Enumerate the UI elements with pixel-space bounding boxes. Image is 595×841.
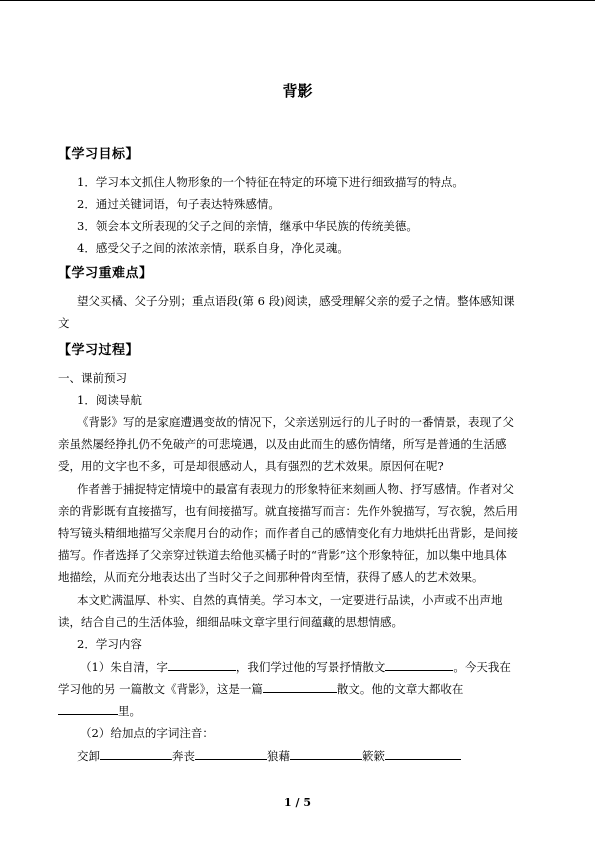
question-text: 里。 [118, 704, 141, 718]
subheading-pre-study: 一、课前预习 [58, 371, 127, 385]
paragraph-line: 受，用的文字也不多，可是却很感动人，具有强烈的艺术效果。原因何在呢? [58, 459, 444, 473]
paragraph-line: 描写。作者选择了父亲穿过铁道去给他买橘子时的“背影”这个形象特征，加以集中地具体 [58, 548, 507, 562]
question-text: 学习他的另 一篇散文《背影》，这是一篇 [58, 682, 263, 696]
section-heading-process: 【学习过程】 [58, 343, 140, 358]
goal-item: 3．领会本文所表现的父子之间的亲情，继承中华民族的传统美德。 [77, 219, 418, 233]
page-title: 背影 [282, 82, 313, 100]
key-points-text: 望父买橘、父子分别；重点语段(第 6 段)阅读，感受理解父亲的爱子之情。整体感知课 [77, 294, 515, 308]
subheading-reading-guide: 1．阅读导航 [77, 393, 142, 407]
answer-blank-courtesy-name[interactable] [168, 657, 236, 671]
paragraph-line: 作者善于捕捉特定情境中的最富有表现力的形象特征来刻画人物、抒写感情。作者对父 [77, 482, 514, 496]
question-2-label: （2）给加点的字词注音： [80, 726, 214, 740]
paragraph-line: 亲虽然屡经挣扎仍不免破产的可悲境遇，以及由此而生的感伤情绪，所写是普通的生活感 [58, 437, 507, 451]
word-label: 狼藉 [267, 749, 290, 763]
header-rule [0, 0, 595, 1]
pinyin-blank-1[interactable] [100, 746, 172, 760]
goal-item: 2．通过关键词语，句子表达特殊感情。 [77, 197, 280, 211]
question-1-line-2 [58, 679, 463, 698]
paragraph-line: 特写镜头精细地描写父亲爬月台的动作；而作者自己的感情变化有力地烘托出背影，是间接 [58, 526, 518, 540]
pinyin-blank-4[interactable] [385, 746, 461, 760]
paragraph-line: 地描绘，从而充分地表达出了当时父子之间那种骨肉至情，获得了感人的艺术效果。 [58, 570, 484, 584]
paragraph-line: 本文贮满温厚、朴实、自然的真情美。学习本文，一定要进行品读，小声或不出声地 [77, 593, 503, 607]
goal-item: 1．学习本文抓住人物形象的一个特征在特定的环境下进行细致描写的特点。 [77, 175, 464, 189]
question-text: （1）朱自清，字 [80, 660, 168, 674]
word-label: 奔丧 [172, 749, 195, 763]
question-text: ，我们学过他的写景抒情散文 [235, 660, 386, 674]
question-1-line-3 [58, 701, 141, 720]
paragraph-line: 读，结合自己的生活体验，细细品味文章字里行间蕴藏的思想情感。 [58, 615, 403, 629]
key-points-text: 文 [58, 316, 70, 330]
question-2-words [77, 746, 461, 765]
answer-blank-collection[interactable] [58, 701, 118, 715]
question-1-line-1 [80, 657, 511, 676]
question-text: 散文。他的文章大都收在 [336, 682, 464, 696]
subheading-learning-content: 2．学习内容 [77, 637, 142, 651]
pinyin-blank-3[interactable] [290, 746, 362, 760]
goal-item: 4．感受父子之间的浓浓亲情，联系自身，净化灵魂。 [77, 241, 349, 255]
paragraph-line: 亲的背影既有直接描写，也有间接描写。就直接描写而言：先作外貌描写，写衣貌，然后用 [58, 504, 518, 518]
section-heading-key-points: 【学习重难点】 [58, 266, 153, 281]
pinyin-blank-2[interactable] [195, 746, 267, 760]
section-heading-goals: 【学习目标】 [58, 147, 140, 162]
question-text: 。今天我在 [453, 660, 511, 674]
word-label: 交卸 [77, 749, 100, 763]
page-number: 1 / 5 [284, 796, 311, 809]
word-label: 簌簌 [362, 749, 385, 763]
paragraph-line: 《背影》写的是家庭遭遇变故的情况下，父亲送别远行的儿子时的一番情景，表现了父 [77, 415, 514, 429]
answer-blank-essay-type[interactable] [263, 679, 337, 693]
answer-blank-essay-title[interactable] [385, 657, 453, 671]
